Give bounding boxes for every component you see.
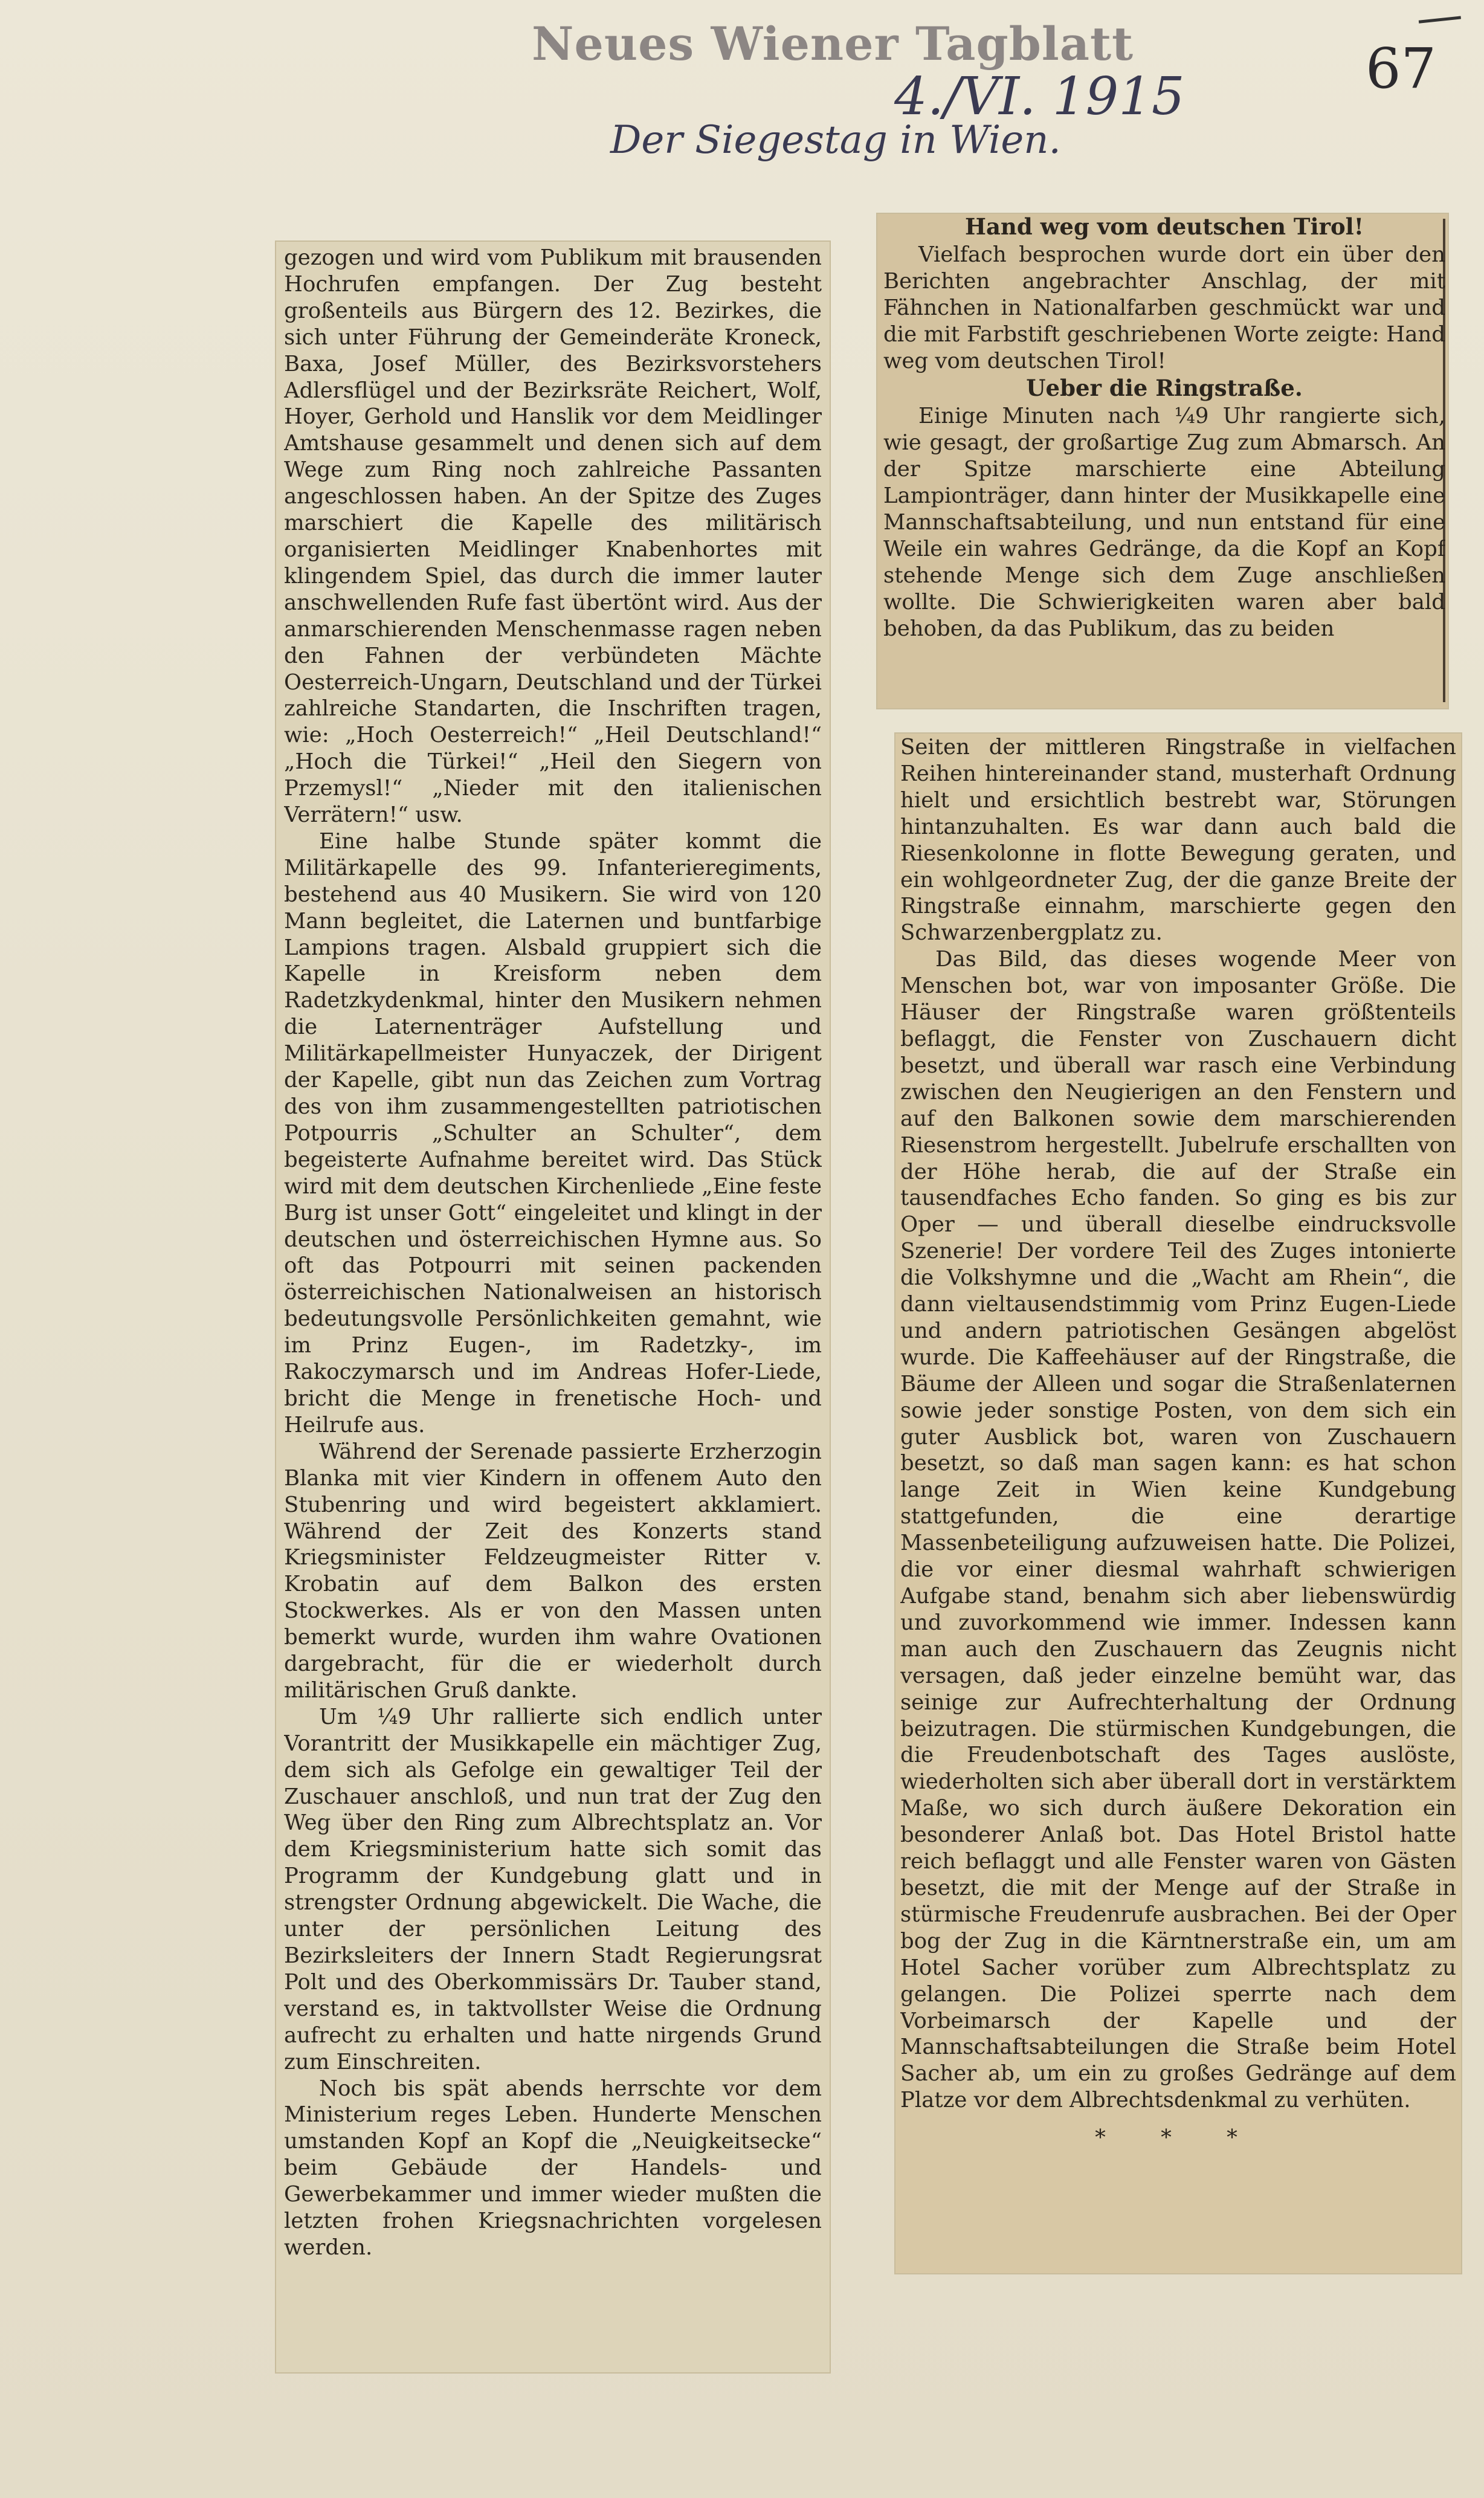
article-column-top-right: [883, 213, 1445, 708]
page-number: 67: [1366, 36, 1437, 101]
paragraph: Eine halbe Stunde später kommt die Militärkapelle des 99. Infanterieregiments, bestehend aus 40 Musikern. Sie wird von 120 Mann begleitet, die Laternen und buntfarbige Lampions tragen. Alsbald gruppiert sich die Kapelle in Kreisform neben dem Radetzkydenkmal, hinter den Musikern nehmen die Laternenträger Aufstellung und Militärkapellmeister Hunyaczek, der Dirigent der Kapelle, gibt nun das Zeichen zum Vortrag des von ihm zusammengestellten patriotischen Potpourris „Schulter an Schulter“, dem begeisterte Aufnahme bereitet wird. Das Stück wird mit dem deutschen Kirchenliede „Eine feste Burg ist unser Gott“ eingeleitet und klingt in der deutschen und österreichischen Hymne aus. So oft das Potpourri mit seinen packenden österreichischen Nationalweisen an historisch bedeutungsvolle Persönlichkeiten gemahnt, wie im Prinz Eugen-, im Radetzky-, im Rakoczymarsch und im Andreas Hofer-Liede, bricht die Menge in frenetische Hoch- und Heilrufe aus.: [284, 828, 822, 1438]
paragraph: Um ¼9 Uhr rallierte sich endlich unter Vorantritt der Musikkapelle ein mächtiger Zug, dem sich als Gefolge ein gewaltiger Teil der Zuschauer anschloß, und nun trat der Zug den Weg über den Ring zum Albrechtsplatz an. Vor dem Kriegsministerium hatte sich somit das Programm der Kundgebung glatt und in strengster Ordnung abgewickelt. Die Wache, die unter der persönlichen Leitung des Bezirksleiters der Innern Stadt Regierungsrat Polt und des Oberkommissärs Dr. Tauber stand, verstand es, in taktvollster Weise die Ordnung aufrecht zu erhalten und hatte nirgends Grund zum Einschreiten.: [284, 1704, 822, 2074]
paragraph: gezogen und wird vom Publikum mit brausenden Hochrufen empfangen. Der Zug besteht großenteils aus Bürgern des 12. Bezirkes, die sich unter Führung der Gemeinderäte Kroneck, Baxa, Josef Müller, des Bezirksvorstehers Adlersflügel und der Bezirksräte Reichert, Wolf, Hoyer, Gerhold und Hanslik vor dem Meidlinger Amtshause gesammelt und denen sich auf dem Wege zum Ring noch zahlreiche Passanten angeschlossen haben. An der Spitze des Zuges marschiert die Kapelle des militärisch organisierten Meidlinger Knabenhortes mit klingendem Spiel, das durch die immer lauter anschwellenden Rufe fast übertönt wird. Aus der anmarschierenden Menschenmasse ragen neben den Fahnen der verbündeten Mächte Oesterreich-Ungarn, Deutschland und der Türkei zahlreiche Standarten, die Inschriften tragen, wie: „Hoch Oesterreich!“ „Heil Deutschland!“ „Hoch die Türkei!“ „Heil den Siegern von Przemysl!“ „Nieder mit den italienischen Verrätern!“ usw.: [284, 245, 822, 828]
paragraph: Noch bis spät abends herrschte vor dem Ministerium reges Leben. Hunderte Menschen umstanden Kopf an Kopf die „Neuigkeitsecke“ beim Gebäude der Handels- und Gewerbekammer und immer wieder mußten die letzten frohen Kriegsnachrichten vorgelesen werden.: [284, 2076, 822, 2260]
paragraph: Während der Serenade passierte Erzherzogin Blanka mit vier Kindern in offenem Auto den Stubenring und wird begeistert akklamiert. Während der Zeit des Konzerts stand Kriegsminister Feldzeugmeister Ritter v. Krobatin auf dem Balkon des ersten Stockwerkes. Als er von den Massen unten bemerkt wurde, wurden ihm wahre Ovationen dargebracht, für die er wiederholt durch militärischen Gruß dankte.: [284, 1439, 822, 1703]
paragraph: Einige Minuten nach ¼9 Uhr rangierte sich, wie gesagt, der großartige Zug zum Abmarsch. An der Spitze marschierte eine Abteilung Lampionträger, dann hinter der Musikkapelle eine Mannschaftsabteilung, und nun entstand für eine Weile ein wahres Gedränge, da die Kopf an Kopf stehende Menge sich dem Zuge anschließen wollte. Die Schwierigkeiten waren aber bald behoben, da das Publikum, das zu beiden: [883, 404, 1445, 641]
article-column-left: [284, 245, 822, 2372]
section-headline: Ueber die Ringstraße.: [1026, 375, 1303, 402]
paragraph: Das Bild, das dieses wogende Meer von Menschen bot, war von imposanter Größe. Die Häuser der Ringstraße waren größtenteils beflaggt, die Fenster von Zuschauern dicht besetzt, und überall war rasch eine Verbindung zwischen den Neugierigen an den Fenstern und auf den Balkonen sowie dem marschierenden Riesenstrom hergestellt. Jubelrufe erschallten von der Höhe herab, die auf der Straße ein tausendfaches Echo fanden. So ging es bis zur Oper — und überall dieselbe eindrucksvolle Szenerie! Der vordere Teil des Zuges intonierte die Volkshymne und die „Wacht am Rhein“, die dann vieltausendstimmig vom Prinz Eugen-Liede und andern patriotischen Gesängen abgelöst wurde. Die Kaffeehäuser auf der Ringstraße, die Bäume der Alleen und sogar die Straßenlaternen sowie jeder sonstige Posten, von dem sich ein guter Ausblick bot, waren von Zuschauern besetzt, so daß man sagen kann: es hat schon lange Zeit in Wien keine Kundgebung stattgefunden, die eine derartige Massenbeteiligung aufzuweisen hatte. Die Polizei, die vor einer diesmal wahrhaft schwierigen Aufgabe stand, benahm sich aber liebenswürdig und zuvorkommend wie immer. Indessen kann man auch den Zuschauern das Zeugnis nicht versagen, daß jeder einzelne bemüht war, das seinige zur Aufrechterhaltung der Ordnung beizutragen. Die stürmischen Kundgebungen, die die Freudenbotschaft des Tages auslöste, wiederholten sich aber überall dort in verstärktem Maße, wo sich durch äußere Dekoration ein besonderer Anlaß bot. Das Hotel Bristol hatte reich beflaggt und alle Fenster waren von Gästen besetzt, die mit der Menge auf der Straße in stürmische Freudenrufe ausbrachen. Bei der Oper bog der Zug in die Kärntnerstraße ein, um am Hotel Sacher vorüber zum Albrechtsplatz zu gelangen. Die Polizei sperrte nach dem Vorbeimarsch der Kapelle und der Mannschaftsabteilungen die Straße beim Hotel Sacher ab, um ein zu großes Gedränge auf dem Platze vor dem Albrechtsdenkmal zu verhüten.: [900, 947, 1456, 2113]
handwritten-note: Der Siegestag in Wien.: [610, 118, 1061, 163]
paragraph: Vielfach besprochen wurde dort ein über den Berichten angebrachter Anschlag, der mit Fähnchen in Nationalfarben geschmückt war und die mit Farbstift geschriebenen Worte zeigte: Hand weg vom deutschen Tirol!: [883, 242, 1445, 373]
handwritten-date: 4./VI. 1915: [894, 66, 1185, 127]
newspaper-masthead: Neues Wiener Tagblatt: [532, 17, 1134, 71]
section-separator: * * *: [1095, 2125, 1262, 2151]
paragraph: Seiten der mittleren Ringstraße in vielfachen Reihen hintereinander stand, musterhaft Ordnung hielt und ersichtlich bestrebt war, Störungen hintanzuhalten. Es war dann auch bald die Riesenkolonne in flotte Bewegung geraten, und ein wohlgeordneter Zug, der die ganze Breite der Ringstraße einnahm, marschierte gegen den Schwarzenbergplatz zu.: [900, 735, 1456, 946]
article-column-bottom-right: [900, 734, 1456, 2272]
section-headline: Hand weg vom deutschen Tirol!: [965, 213, 1364, 240]
